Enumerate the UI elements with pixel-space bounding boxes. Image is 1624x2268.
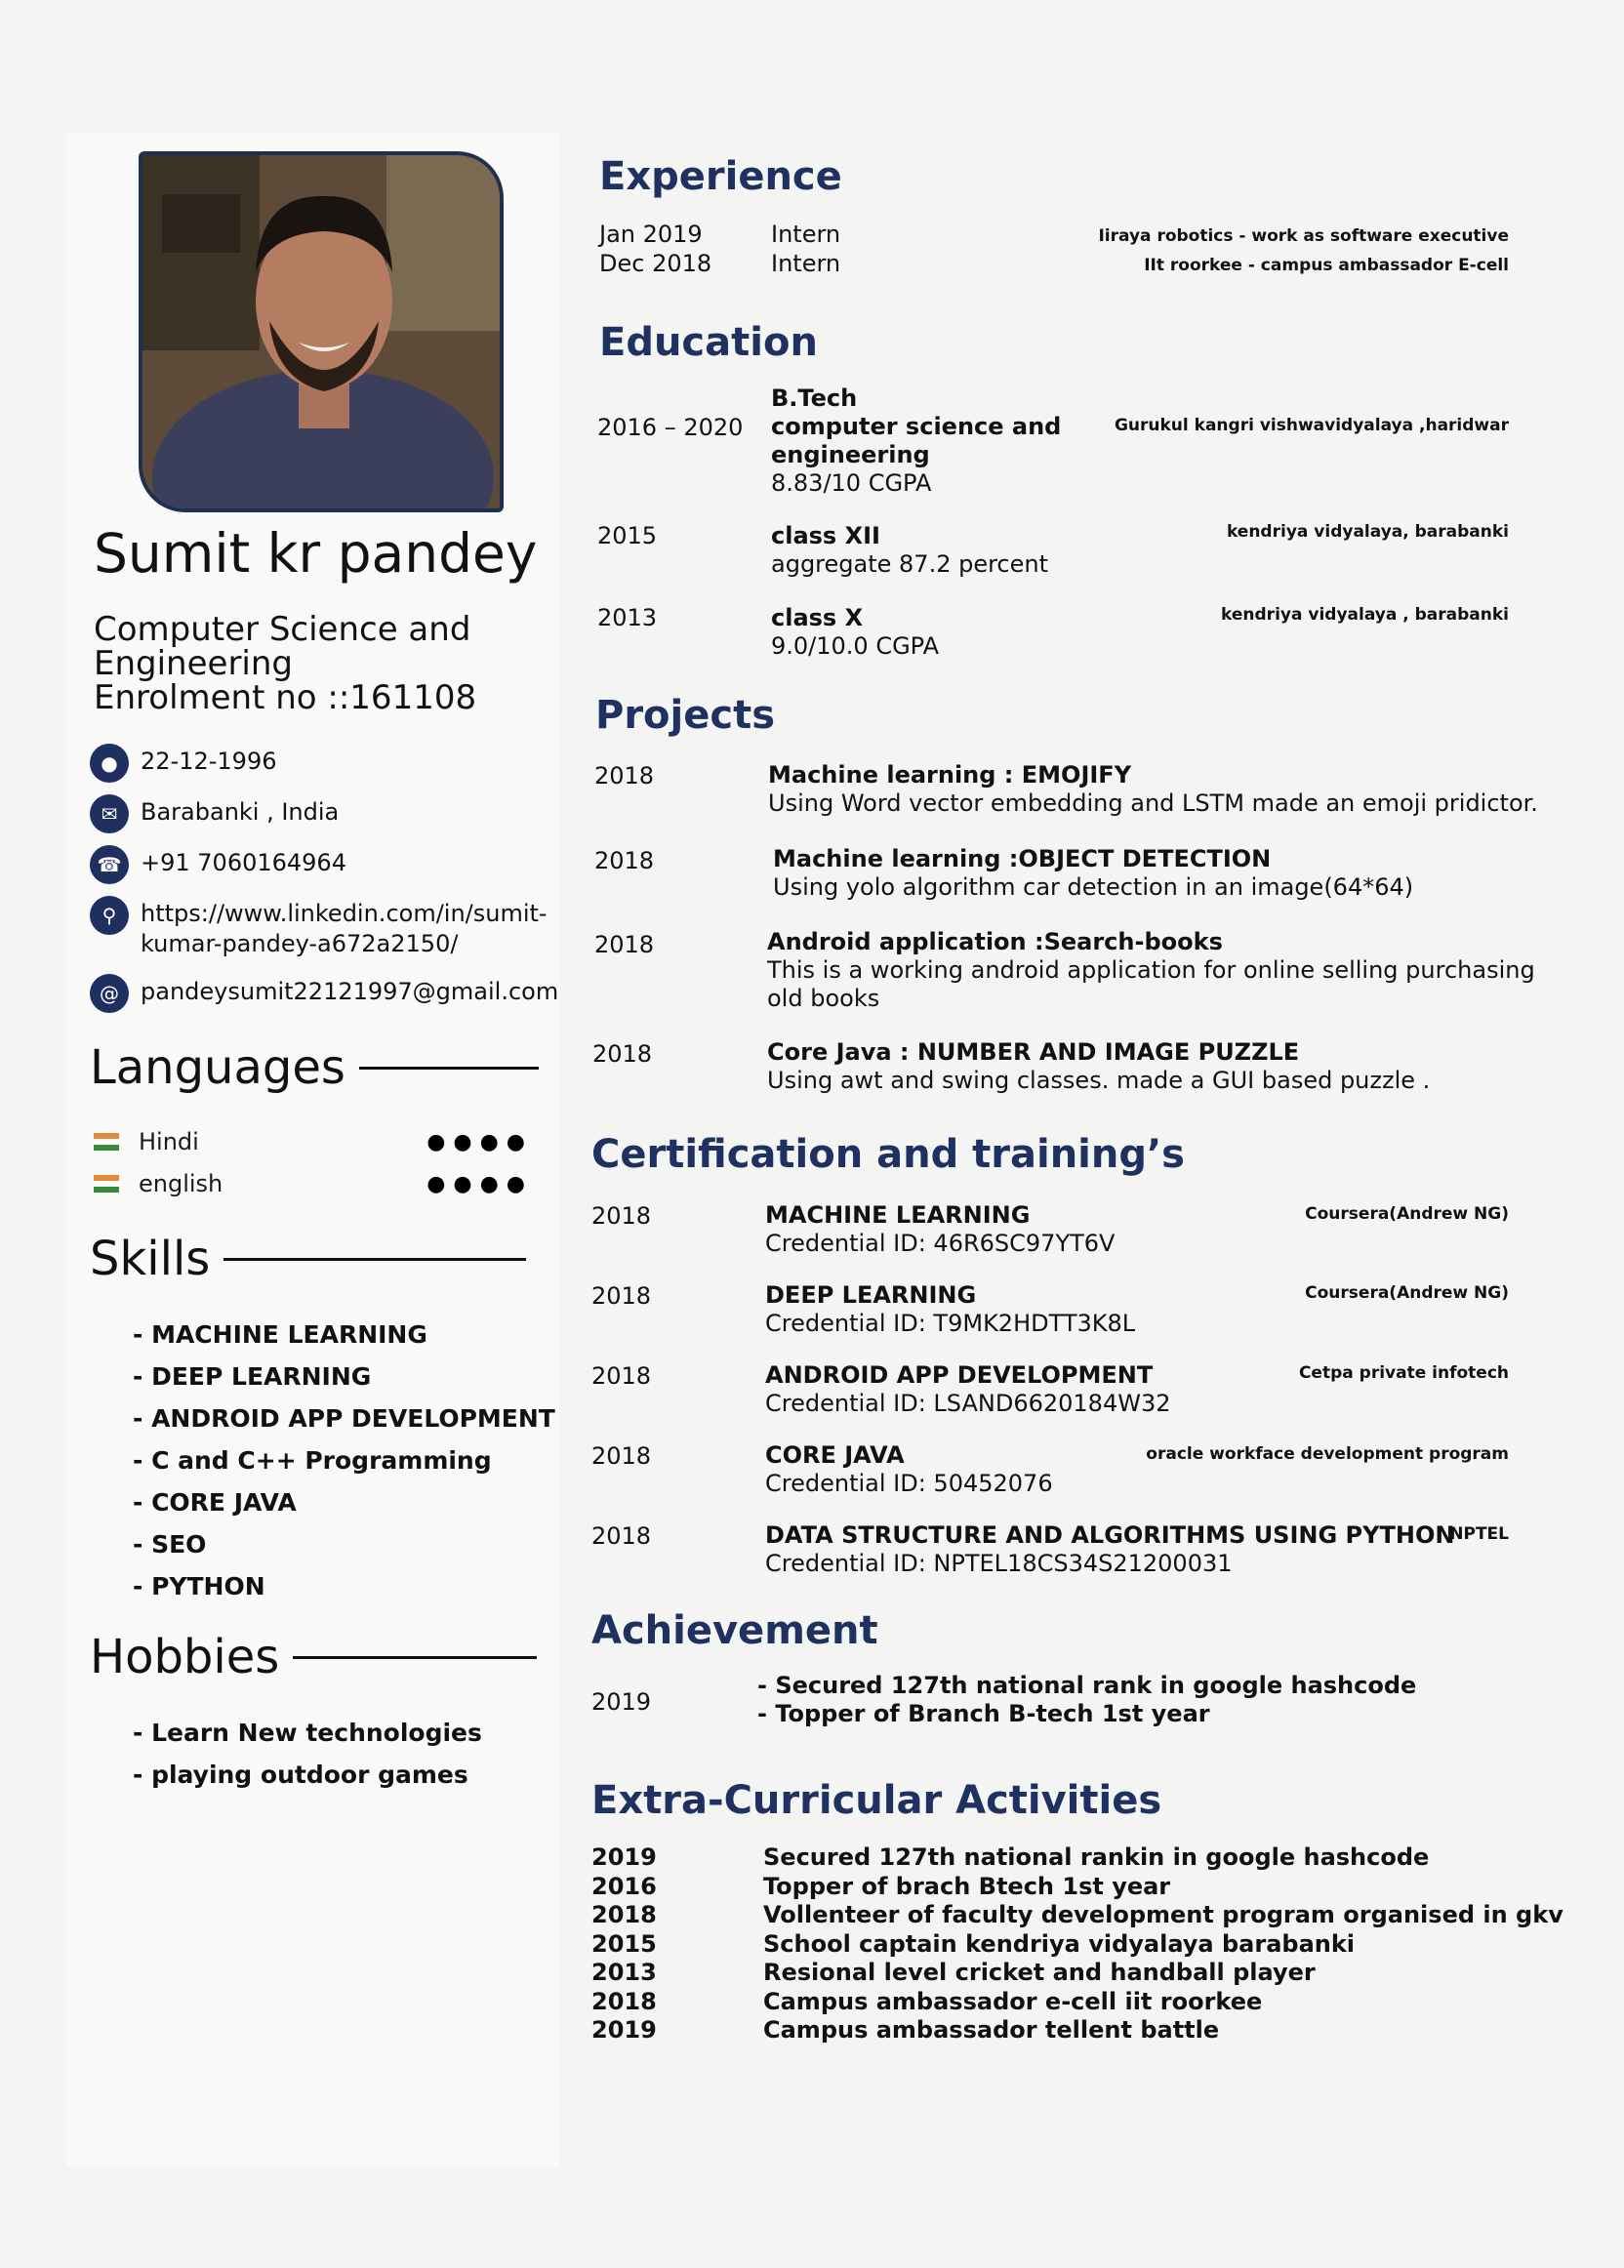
certification-credential: Credential ID: NPTEL18CS34S21200031 — [765, 1550, 1233, 1577]
languages-rule — [359, 1067, 539, 1070]
activity-text: Campus ambassador tellent battle — [763, 2016, 1220, 2044]
certification-credential: Credential ID: 46R6SC97YT6V — [765, 1230, 1116, 1257]
candidate-name: Sumit kr pandey — [94, 522, 538, 585]
education-details — [771, 522, 1048, 579]
education-degree: class XII — [771, 522, 880, 549]
skill-item: - DEEP LEARNING — [133, 1362, 372, 1391]
skills-list — [133, 1314, 555, 1607]
experience-role: Intern — [771, 250, 841, 277]
hobby-item: - playing outdoor games — [133, 1761, 468, 1789]
certification-item — [765, 1361, 1171, 1418]
project-year: 2018 — [592, 1040, 653, 1068]
certification-year: 2018 — [591, 1442, 652, 1470]
certification-name: DATA STRUCTURE AND ALGORITHMS USING PYTHON — [765, 1521, 1455, 1549]
certification-item — [765, 1281, 1135, 1338]
activity-year: 2019 — [591, 2016, 657, 2044]
education-year: 2013 — [597, 604, 658, 631]
department — [94, 610, 533, 717]
education-institution: Gurukul kangri vishwavidyalaya ,haridwar — [1114, 416, 1509, 435]
experience-heading: Experience — [599, 154, 842, 199]
education-heading: Education — [599, 320, 818, 365]
skill-item: - C and C++ Programming — [133, 1446, 492, 1475]
language-name: english — [139, 1170, 223, 1197]
project-title: Core Java : NUMBER AND IMAGE PUZZLE — [767, 1038, 1300, 1066]
email-text: pandeysumit22121997@gmail.com — [141, 978, 559, 1005]
project-description-cont: old books — [767, 985, 880, 1012]
languages-title: Languages — [90, 1040, 345, 1095]
profile-photo-image — [142, 155, 500, 508]
enrolment-number: Enrolment no ::161108 — [94, 678, 477, 717]
contact-location — [90, 794, 339, 833]
project-year: 2018 — [594, 847, 655, 874]
certification-year: 2018 — [591, 1362, 652, 1390]
phone-icon: ☎ — [90, 845, 129, 884]
skills-title: Skills — [90, 1232, 211, 1286]
hobbies-heading — [90, 1630, 537, 1684]
certification-org: NPTEL — [1449, 1524, 1509, 1544]
education-details — [771, 385, 1061, 498]
activity-text: School captain kendriya vidyalaya barabanki — [763, 1929, 1356, 1958]
language-level-dots: ●●●● — [426, 1172, 533, 1196]
projects-heading: Projects — [595, 693, 776, 738]
certification-year: 2018 — [591, 1202, 652, 1230]
language-level-dots: ●●●● — [426, 1130, 533, 1154]
education-branch-line-1: computer science and — [771, 413, 1062, 440]
project-item — [767, 928, 1535, 1013]
achievement-item: - Topper of Branch B-tech 1st year — [757, 1700, 1210, 1727]
project-item — [767, 1038, 1430, 1095]
experience-org: IIt roorkee - campus ambassador E-cell — [1144, 256, 1509, 275]
project-title: Android application :Search-books — [767, 928, 1223, 955]
certification-credential: Credential ID: T9MK2HDTT3K8L — [765, 1310, 1136, 1337]
project-description: Using awt and swing classes. made a GUI based puzzle . — [767, 1067, 1431, 1094]
department-line-2: Engineering — [94, 644, 293, 683]
activity-year: 2019 — [591, 1843, 657, 1871]
hobbies-list — [133, 1712, 482, 1796]
language-name: Hindi — [139, 1128, 199, 1155]
experience-date: Jan 2019 — [599, 221, 703, 248]
activity-year: 2013 — [591, 1959, 657, 1986]
project-description: This is a working android application for online selling purchasing — [767, 956, 1535, 984]
education-degree: B.Tech — [771, 385, 858, 412]
education-institution: kendriya vidyalaya, barabanki — [1226, 522, 1509, 542]
location-pin-icon: ⚲ — [90, 896, 129, 935]
language-row — [94, 1128, 533, 1155]
skill-item: - ANDROID APP DEVELOPMENT — [133, 1404, 555, 1433]
contact-phone — [90, 845, 346, 884]
certification-item — [765, 1441, 1053, 1498]
project-title: Machine learning : EMOJIFY — [768, 761, 1132, 789]
education-institution: kendriya vidyalaya , barabanki — [1221, 605, 1509, 625]
project-year: 2018 — [594, 762, 655, 790]
extracurricular-activities — [763, 1843, 1563, 2045]
linkedin-line-1: https://www.linkedin.com/in/sumit- — [141, 900, 548, 927]
activity-text: Vollenteer of faculty development program organised in gkv — [763, 1901, 1563, 1928]
project-description: Using Word vector embedding and LSTM made an emoji pridictor. — [768, 790, 1538, 817]
profile-photo — [139, 151, 504, 512]
education-branch-line-2: engineering — [771, 441, 930, 468]
project-title: Machine learning :OBJECT DETECTION — [773, 845, 1272, 872]
activity-year: 2018 — [591, 1901, 657, 1928]
certification-credential: Credential ID: LSAND6620184W32 — [765, 1390, 1171, 1417]
project-item — [768, 761, 1538, 818]
certification-org: Cetpa private infotech — [1298, 1363, 1509, 1383]
activity-text: Secured 127th national rankin in google hashcode — [763, 1843, 1430, 1871]
education-details — [771, 604, 939, 661]
skill-item: - PYTHON — [133, 1572, 265, 1600]
activity-year: 2016 — [591, 1872, 657, 1900]
language-row — [94, 1170, 533, 1197]
certification-item — [765, 1521, 1454, 1578]
hobby-item: - Learn New technologies — [133, 1719, 482, 1747]
person-icon: ● — [90, 744, 129, 783]
skills-rule — [223, 1258, 526, 1261]
certification-credential: Credential ID: 50452076 — [765, 1470, 1053, 1497]
activity-text: Campus ambassador e-cell iit roorkee — [763, 1987, 1263, 2015]
certification-org: Coursera(Andrew NG) — [1305, 1283, 1509, 1303]
languages-heading — [90, 1040, 539, 1095]
education-year: 2016 – 2020 — [597, 414, 744, 441]
india-flag-icon — [94, 1133, 119, 1151]
at-sign-icon: @ — [90, 974, 129, 1013]
extracurricular-years — [591, 1843, 657, 2045]
department-line-1: Computer Science and — [94, 610, 471, 649]
dob-text: 22-12-1996 — [141, 748, 277, 775]
achievement-list — [757, 1672, 1416, 1728]
achievement-item: - Secured 127th national rank in google hashcode — [757, 1672, 1417, 1699]
contact-dob — [90, 744, 276, 783]
experience-role: Intern — [771, 221, 841, 248]
education-year: 2015 — [597, 522, 658, 549]
certifications-heading: Certification and training’s — [591, 1132, 1185, 1177]
certification-year: 2018 — [591, 1282, 652, 1310]
envelope-icon: ✉ — [90, 794, 129, 833]
activity-year: 2015 — [591, 1929, 657, 1958]
skill-item: - CORE JAVA — [133, 1488, 297, 1517]
certification-name: MACHINE LEARNING — [765, 1201, 1031, 1229]
education-score: 9.0/10.0 CGPA — [771, 632, 940, 660]
skill-item: - MACHINE LEARNING — [133, 1320, 427, 1349]
certification-year: 2018 — [591, 1522, 652, 1550]
education-score: aggregate 87.2 percent — [771, 550, 1049, 578]
certification-item — [765, 1201, 1115, 1258]
skills-heading — [90, 1232, 526, 1286]
achievement-year: 2019 — [591, 1688, 652, 1716]
activity-text: Resional level cricket and handball player — [763, 1959, 1316, 1986]
certification-name: CORE JAVA — [765, 1441, 905, 1469]
activity-year: 2018 — [591, 1987, 657, 2015]
certification-org: oracle workface development program — [1146, 1444, 1509, 1464]
hobbies-title: Hobbies — [90, 1630, 280, 1684]
education-score: 8.83/10 CGPA — [771, 469, 932, 497]
india-flag-icon — [94, 1175, 119, 1193]
linkedin-line-2: kumar-pandey-a672a2150/ — [141, 930, 459, 957]
certification-name: DEEP LEARNING — [765, 1281, 977, 1309]
education-degree: class X — [771, 604, 864, 631]
phone-text: +91 7060164964 — [141, 849, 346, 876]
hobbies-rule — [293, 1656, 537, 1659]
contact-email — [90, 974, 558, 1013]
project-year: 2018 — [594, 931, 655, 958]
activity-text: Topper of brach Btech 1st year — [763, 1872, 1171, 1900]
extracurricular-heading: Extra-Curricular Activities — [591, 1778, 1162, 1823]
experience-date: Dec 2018 — [599, 250, 712, 277]
skill-item: - SEO — [133, 1530, 207, 1559]
project-item — [773, 845, 1413, 902]
experience-org: Iiraya robotics - work as software executive — [1098, 226, 1509, 246]
certification-name: ANDROID APP DEVELOPMENT — [765, 1361, 1154, 1389]
location-text: Barabanki , India — [141, 798, 340, 826]
certification-org: Coursera(Andrew NG) — [1305, 1204, 1509, 1224]
project-description: Using yolo algorithm car detection in an image(64*64) — [773, 873, 1414, 901]
achievement-heading: Achievement — [591, 1608, 878, 1653]
contact-linkedin — [90, 896, 548, 959]
